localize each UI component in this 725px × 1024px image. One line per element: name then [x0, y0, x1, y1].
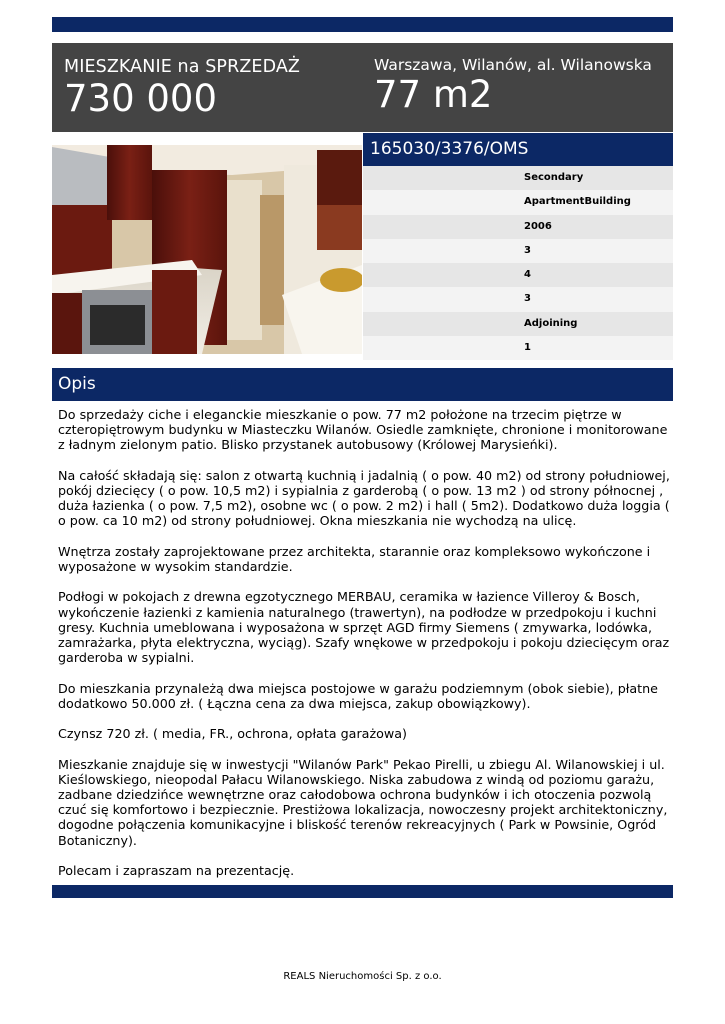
detail-value: 3 [524, 293, 531, 305]
details-table [363, 166, 673, 360]
description-paragraph: Na całość składają się: salon z otwartą kuchnią i jadalnią ( o pow. 40 m2) od strony południowej, pokój dziecięcy ( o pow. 10,5 m2) i sypialnia z garderobą ( o pow. 13 m2 ) od strony północnej , duża łazienka ( o pow. 7,5 m2), osobne wc ( o pow. 2 m2) i hall ( 5m2). Dodatkowo duża loggia ( o pow. ca 10 m2) od strony południowej. Okna mieszkania nie wychodzą na ulicę. [58, 467, 670, 529]
area: 77 m2 [374, 73, 493, 116]
description-paragraph: Do mieszkania przynależą dwa miejsca postojowe w garażu podziemnym (obok siebie), płatne dodatkowo 50.000 zł. ( Łączna cena za dwa miejsca, zakup obowiązkowy). [58, 680, 658, 711]
offer-type: MIESZKANIE na SPRZEDAŻ [64, 57, 300, 77]
description-paragraph: Wnętrza zostały zaprojektowane przez architekta, starannie oraz kompleksowo wykończone i wyposażone w wysokim standardzie. [58, 543, 651, 574]
bottom-accent-bar [52, 885, 673, 898]
detail-row [363, 336, 673, 360]
description-body [58, 407, 670, 893]
detail-row [363, 239, 673, 263]
footer-company: REALS Nieruchomości Sp. z o.o. [283, 971, 442, 982]
reference-bar [363, 133, 673, 166]
detail-value: 4 [524, 269, 531, 280]
detail-value: 3 [524, 244, 531, 256]
detail-value: 1 [524, 341, 531, 353]
detail-row [363, 166, 673, 190]
top-accent-bar [52, 17, 673, 32]
property-photo [52, 145, 362, 354]
detail-row [363, 190, 673, 214]
description-paragraph: Mieszkanie znajduje się w inwestycji "Wilanów Park" Pekao Pirelli, u zbiegu Al. Wilanowskiej i ul. Kieślowskiego, nieopodal Pałacu Wilanowskiego. Niska zabudowa z windą od poziomu garażu, zadbane dziedzińce wewnętrzne oraz całodobowa ochrona budynków i ich otoczenia pozwolą czuć się komfortowo i bezpiecznie. Prestiżowa lokalizacja, nowoczesny projekt architektoniczny, dogodne połączenia komunikacyjne i bliskość terenów rekreacyjnych ( Park w Powsinie, Ogród Botaniczny). [58, 756, 668, 848]
detail-value: Adjoining [524, 317, 578, 329]
description-paragraph: Czynsz 720 zł. ( media, FR., ochrona, opłata garażowa) [58, 726, 407, 742]
description-heading-bar [52, 368, 673, 401]
detail-row [363, 312, 673, 336]
description-paragraph: Do sprzedaży ciche i eleganckie mieszkanie o pow. 77 m2 położone na trzecim piętrze w czteropiętrowym budynku w Miasteczku Wilanów. Osiedle zamknięte, chronione i monitorowane z ładnym zielonym patio. Blisko przystanek autobusowy (Królowej Marysieńki). [58, 407, 668, 453]
description-paragraph: Polecam i zapraszam na prezentację. [58, 862, 295, 878]
listing-header [52, 43, 673, 132]
location: Warszawa, Wilanów, al. Wilanowska [374, 56, 652, 74]
detail-value: Secondary [524, 172, 584, 183]
reference-number: 165030/3376/OMS [370, 139, 529, 159]
description-paragraph: Podłogi w pokojach z drewna egzotycznego MERBAU, ceramika w łazience Villeroy & Bosch, wykończenie łazienki z kamienia naturalnego (trawertyn), na podłodze w przedpokoju i kuchni gresy. Kuchnia umeblowana i wyposażona w sprzęt AGD firmy Siemens ( zmywarka, lodówka, zamrażarka, płyta elektryczna, wyciąg). Szafy wnękowe w przedpokoju i pokoju dziecięcym oraz garderoba w sypialni. [58, 589, 670, 666]
detail-row [363, 287, 673, 311]
detail-row [363, 263, 673, 287]
detail-value: ApartmentBuilding [524, 196, 631, 208]
price: 730 000 [64, 77, 218, 120]
description-heading: Opis [58, 374, 96, 394]
detail-value: 2006 [524, 220, 552, 232]
detail-row [363, 215, 673, 239]
